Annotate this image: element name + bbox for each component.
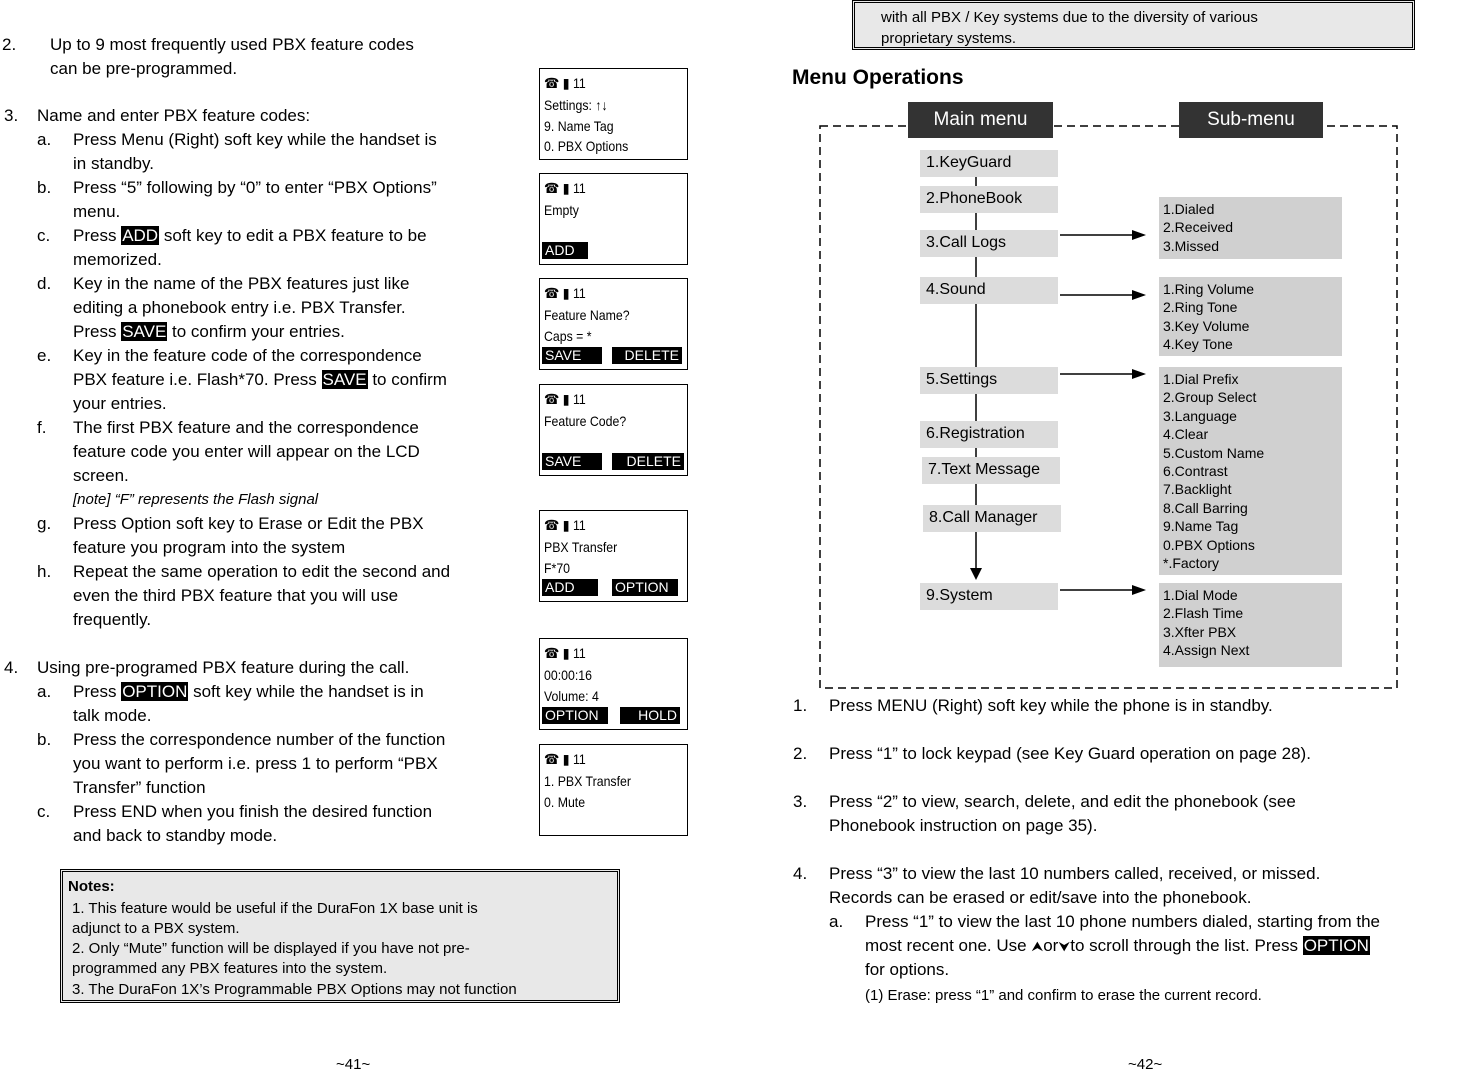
step-text: Press ADD soft key to edit a PBX feature to be [73, 226, 427, 245]
note-line: with all PBX / Key systems due to the diversity of various [881, 9, 1258, 26]
submenu-call-logs: 1.Dialed 2.Received 3.Missed [1159, 197, 1342, 259]
step-letter: h. [37, 562, 52, 581]
lcd-status-line: ☎ ▮ 11 [544, 75, 586, 91]
step-text: talk mode. [73, 706, 152, 725]
item-text: Press “1” to lock keypad (see Key Guard operation on page 28). [829, 744, 1311, 763]
step-letter: f. [37, 418, 47, 437]
lcd-status-line: ☎ ▮ 11 [544, 645, 586, 661]
flash-note: [note] “F” represents the Flash signal [73, 491, 319, 508]
lcd-line: Feature Name? [544, 307, 630, 323]
step-text: Repeat the same operation to edit the second and [73, 562, 451, 581]
down-arrow-icon: ⮟ [1058, 938, 1071, 954]
item-number: 3. [793, 792, 808, 811]
step-text: editing a phonebook entry i.e. PBX Transfer. [73, 298, 406, 317]
option-key-label: OPTION [122, 682, 188, 701]
step-text: you want to perform i.e. press 1 to perform “PBX [73, 754, 438, 773]
step-text: in standby. [73, 154, 154, 173]
step-text: feature code you enter will appear on the LCD [73, 442, 420, 461]
lcd-soft-key-left: SAVE [542, 347, 602, 364]
step-text: for options. [865, 960, 950, 979]
main-menu-item-call-manager: 8.Call Manager [923, 505, 1061, 532]
step-text: Press Menu (Right) soft key while the handset is [73, 130, 437, 149]
page-number: ~41~ [336, 1056, 371, 1073]
notes-title: Notes: [68, 878, 115, 895]
step-text: screen. [73, 466, 129, 485]
step-text: your entries. [73, 394, 167, 413]
step-text: Press SAVE to confirm your entries. [73, 322, 345, 341]
lcd-status-line: ☎ ▮ 11 [544, 517, 586, 533]
step-text: Press “1” to view the last 10 phone numbers dialed, starting from the [865, 912, 1380, 931]
item-number: 1. [793, 696, 808, 715]
item-text: Up to 9 most frequently used PBX feature codes [50, 35, 414, 54]
note-line: proprietary systems. [881, 30, 1017, 47]
item-text: Phonebook instruction on page 35). [829, 816, 1098, 835]
lcd-soft-key-right: DELETE [612, 347, 682, 364]
step-text: Press OPTION soft key while the handset is in [73, 682, 424, 701]
add-key-label: ADD [122, 226, 159, 245]
item-text: Name and enter PBX feature codes: [37, 106, 311, 125]
note-line: programmed any PBX features into the system. [72, 960, 388, 977]
lcd-status-line: ☎ ▮ 11 [544, 751, 586, 767]
step-text: Press the correspondence number of the function [73, 730, 446, 749]
lcd-line: PBX Transfer [544, 539, 618, 555]
item-text: Press “2” to view, search, delete, and edit the phonebook (see [829, 792, 1296, 811]
lcd-line: 9. Name Tag [544, 118, 614, 134]
option-key-label: OPTION [1303, 936, 1369, 955]
step-text: frequently. [73, 610, 152, 629]
sub-menu-header: Sub-menu [1179, 102, 1323, 138]
step-letter: b. [37, 730, 52, 749]
main-menu-item-text-message: 7.Text Message [922, 457, 1060, 484]
item-text: Using pre-programed PBX feature during the call. [37, 658, 410, 677]
main-menu-item-settings: 5.Settings [920, 367, 1058, 394]
lcd-soft-key-right: DELETE [612, 453, 684, 470]
step-text: Press END when you finish the desired function [73, 802, 433, 821]
section-heading: Menu Operations [792, 66, 964, 89]
lcd-line: Volume: 4 [544, 688, 599, 704]
step-text: Press Option soft key to Erase or Edit the PBX [73, 514, 424, 533]
step-text: and back to standby mode. [73, 826, 278, 845]
lcd-soft-key-right: HOLD [620, 707, 680, 724]
lcd-status-line: ☎ ▮ 11 [544, 285, 586, 301]
step-letter: a. [829, 912, 844, 931]
step-text: even the third PBX feature that you will use [73, 586, 399, 605]
lcd-line: Caps = * [544, 328, 592, 344]
lcd-soft-key-left: SAVE [542, 453, 602, 470]
step-text: Key in the feature code of the correspondence [73, 346, 422, 365]
page-number: ~42~ [1128, 1056, 1163, 1073]
main-menu-header: Main menu [908, 102, 1053, 138]
step-text: most recent one. Use ⮝or⮟to scroll through the list. Press OPTION [865, 936, 1369, 955]
note-line: adjunct to a PBX system. [72, 920, 240, 937]
submenu-system: 1.Dial Mode 2.Flash Time 3.Xfter PBX 4.Assign Next [1159, 583, 1342, 667]
item-text: Records can be erased or edit/save into the phonebook. [829, 888, 1252, 907]
main-menu-item-keyguard: 1.KeyGuard [920, 150, 1058, 177]
note-line: 2. Only “Mute” function will be displayed if you have not pre- [72, 940, 470, 957]
step-text: PBX feature i.e. Flash*70. Press SAVE to confirm [73, 370, 447, 389]
lcd-soft-key-left: ADD [542, 579, 598, 596]
lcd-line: F*70 [544, 560, 571, 576]
sub-step-text: (1) Erase: press “1” and confirm to erase the current record. [865, 987, 1262, 1004]
lcd-line: Settings: ↑↓ [544, 97, 608, 113]
save-key-label: SAVE [122, 322, 167, 341]
lcd-line: 00:00:16 [544, 667, 592, 683]
step-letter: d. [37, 274, 52, 293]
up-arrow-icon: ⮝ [1031, 938, 1044, 954]
submenu-settings: 1.Dial Prefix 2.Group Select 3.Language 4.Clear 5.Custom Name 6.Contrast 7.Backlight 8.Call Barring 9.Name Tag 0.PBX Options *.Factory [1159, 367, 1342, 575]
step-letter: a. [37, 130, 52, 149]
step-text: Press “5” following by “0” to enter “PBX Options” [73, 178, 437, 197]
lcd-line: 1. PBX Transfer [544, 773, 631, 789]
step-letter: a. [37, 682, 52, 701]
main-menu-item-registration: 6.Registration [920, 421, 1058, 448]
main-menu-item-phonebook: 2.PhoneBook [920, 186, 1058, 213]
item-text: Press “3” to view the last 10 numbers called, received, or missed. [829, 864, 1321, 883]
item-number: 2. [793, 744, 808, 763]
main-menu-item-system: 9.System [920, 583, 1058, 610]
step-letter: c. [37, 802, 51, 821]
item-text: can be pre-programmed. [50, 59, 238, 78]
item-number: 4. [4, 658, 19, 677]
lcd-soft-key-left: ADD [542, 242, 588, 259]
lcd-soft-key-right: OPTION [612, 579, 678, 596]
step-text: The first PBX feature and the correspondence [73, 418, 419, 437]
lcd-status-line: ☎ ▮ 11 [544, 180, 586, 196]
main-menu-item-sound: 4.Sound [920, 277, 1058, 304]
note-line: 1. This feature would be useful if the DuraFon 1X base unit is [72, 900, 478, 917]
step-text: Key in the name of the PBX features just like [73, 274, 410, 293]
step-letter: g. [37, 514, 52, 533]
item-number: 3. [4, 106, 19, 125]
lcd-status-line: ☎ ▮ 11 [544, 391, 586, 407]
item-number: 2. [2, 35, 17, 54]
item-text: Press MENU (Right) soft key while the phone is in standby. [829, 696, 1273, 715]
submenu-sound: 1.Ring Volume 2.Ring Tone 3.Key Volume 4.Key Tone [1159, 277, 1342, 356]
note-line: 3. The DuraFon 1X’s Programmable PBX Options may not function [72, 981, 517, 998]
step-letter: c. [37, 226, 51, 245]
step-text: menu. [73, 202, 121, 221]
lcd-line: Feature Code? [544, 413, 627, 429]
save-key-label: SAVE [322, 370, 367, 389]
step-text: memorized. [73, 250, 162, 269]
step-letter: e. [37, 346, 52, 365]
step-text: feature you program into the system [73, 538, 346, 557]
step-letter: b. [37, 178, 52, 197]
lcd-line: 0. PBX Options [544, 138, 629, 154]
main-menu-item-call-logs: 3.Call Logs [920, 230, 1058, 257]
item-number: 4. [793, 864, 808, 883]
lcd-soft-key-left: OPTION [542, 707, 608, 724]
lcd-line: Empty [544, 202, 579, 218]
lcd-line: 0. Mute [544, 794, 586, 810]
step-text: Transfer” function [73, 778, 206, 797]
